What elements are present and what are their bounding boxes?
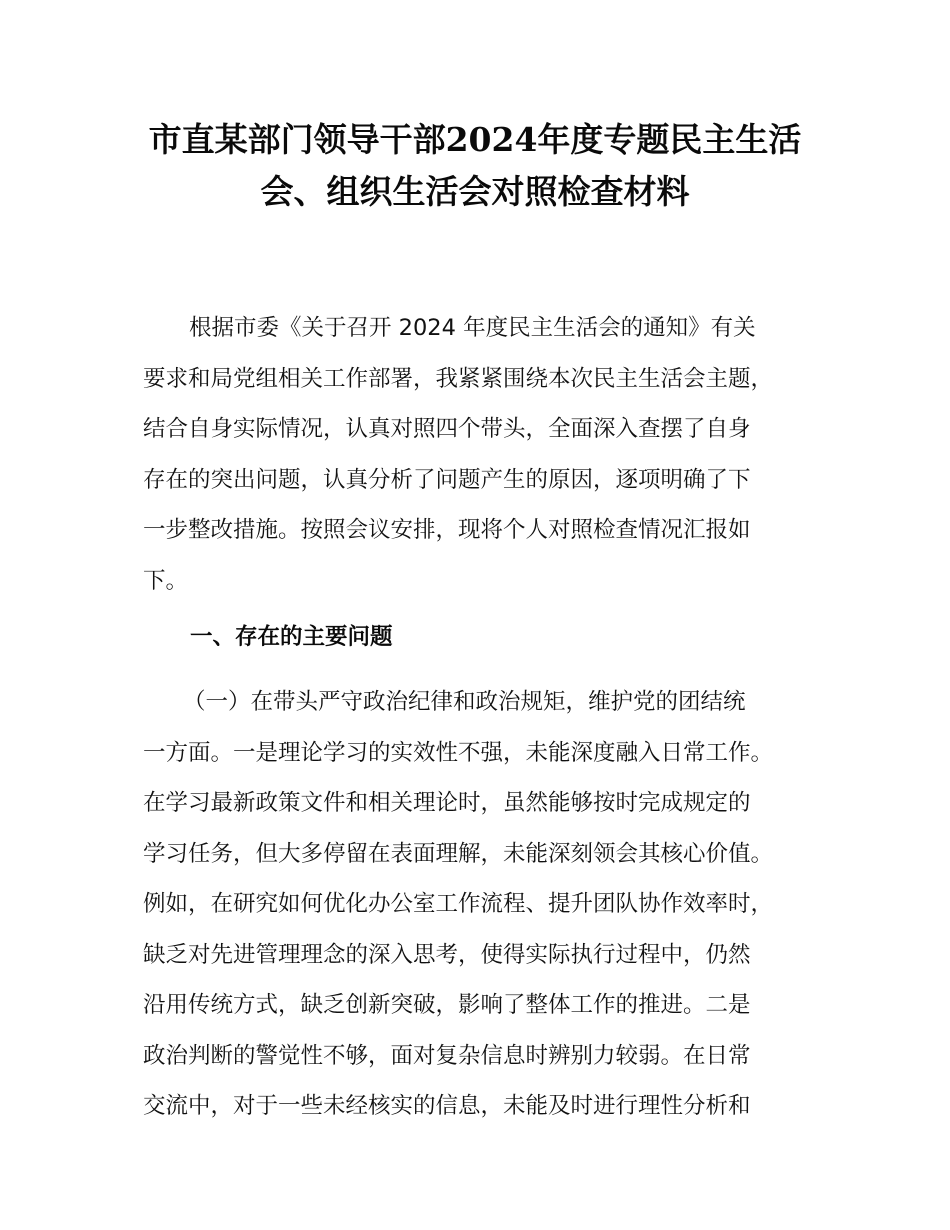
section-heading: 一、存在的主要问题	[190, 624, 393, 650]
text-line: 下。	[143, 567, 189, 594]
text-line: （一）在带头严守政治纪律和政治规矩，维护党的团结统	[183, 689, 746, 715]
problem-paragraph-1	[143, 677, 813, 1132]
text-line: 要求和局党组相关工作部署，我紧紧围绕本次民主生活会主题，	[143, 365, 774, 392]
title-line: 会、组织生活会对照检查材料	[260, 172, 690, 211]
title-line: 市直某部门领导干部2024年度专题民主生活	[148, 120, 802, 159]
text-line: 一步整改措施。按照会议安排，现将个人对照检查情况汇报如	[143, 517, 751, 543]
text-line: 交流中，对于一些未经核实的信息，未能及时进行理性分析和	[143, 1093, 751, 1119]
text-line: 存在的突出问题，认真分析了问题产生的原因，逐项明确了下	[143, 466, 751, 493]
text-line: 在学习最新政策文件和相关理论时，虽然能够按时完成规定的	[143, 790, 751, 816]
text-line: 例如，在研究如何优化办公室工作流程、提升团队协作效率时，	[143, 891, 774, 917]
text-line: 缺乏对先进管理理念的深入思考，使得实际执行过程中，仍然	[143, 941, 751, 968]
text-line: 根据市委《关于召开 2024 年度民主生活会的通知》有关	[189, 315, 756, 341]
document-title	[100, 114, 850, 218]
intro-paragraph	[143, 303, 813, 606]
text-line: 沿用传统方式，缺乏创新突破，影响了整体工作的推进。二是	[143, 992, 751, 1018]
text-line: 学习任务，但大多停留在表面理解，未能深刻领会其核心价值。	[143, 840, 774, 867]
text-line: 政治判断的警觉性不够，面对复杂信息时辨别力较弱。在日常	[143, 1042, 751, 1069]
text-line: 结合自身实际情况，认真对照四个带头，全面深入查摆了自身	[143, 416, 751, 442]
text-line: 一方面。一是理论学习的实效性不强，未能深度融入日常工作。	[143, 739, 774, 766]
